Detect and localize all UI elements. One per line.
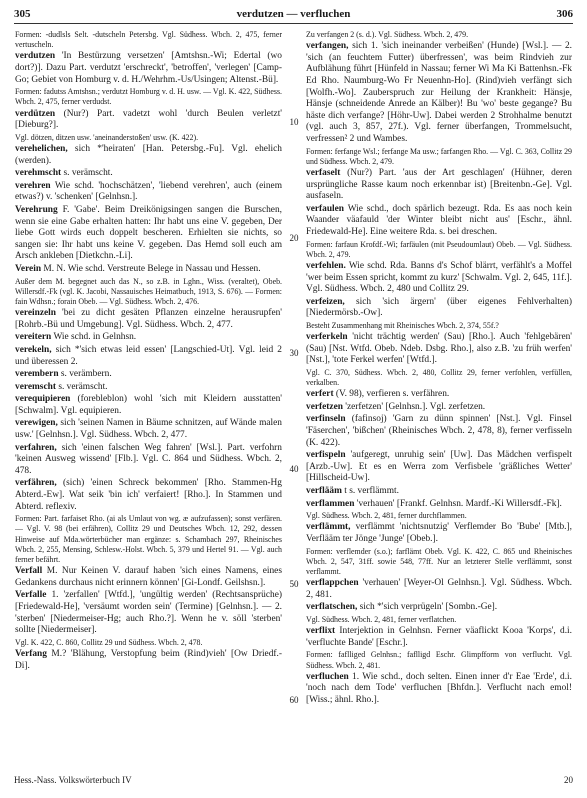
- note-paragraph: Vgl. Südhess. Wbch. 2, 481, ferner verflatchen.: [306, 615, 457, 624]
- entry-paragraph: Verfall M. Nur Keinen V. darauf haben 'sich eines Namens, eines Gedankens durchaus nicht erinnern können' [Gi-Londf. Geilshsn.].: [15, 566, 282, 588]
- entry-paragraph: verfaselt (Nur?) Part. 'aus der Art geschlagen' (Hühner, deren ursprüngliche Rasse kaum noch erkennbar ist) [Breitenbn.-Ge]. Vgl. ausfaseln.: [306, 167, 572, 202]
- note-paragraph: Formen: farfaun Krofdf.-Wi; farfäulen (mit Pseudoumlaut) Obeb. — Vgl. Südhess. Wbch. 2, 479.: [306, 239, 572, 259]
- entry-paragraph: verfahren, sich 'einen falschen Weg fahren' [Wsl.]. Part. verfohrn 'keinen Ausweg wissend' [Flb.]. Vgl. C. 864 und Südhess. Wbch. 2, 478.: [15, 442, 282, 476]
- note-paragraph: Formen: Part. farfaiset Rho. (ai als Umlaut von wg. æ aufzufassen); sonst verfären. — Vgl. V. 98 (bei erfähren), Collitz 29 und Deutsches Wbch. 12, 292, dessen Hinweise auf Mda.wörterbücher man ergänze: s. Schambach 297, Rheinisches Wbch. 2, 255, Mensing, Schlesw.-Holst. Wbch. 5, 379 und Hertel 91. — Vgl. auch ferner befährt.: [15, 514, 282, 565]
- note-paragraph: Vgl. C. 370, Südhess. Wbch. 2, 480, Collitz 29, ferner verfohlen, verfüllen, verkalben.: [306, 367, 572, 388]
- entry-paragraph: Verein M. N. Wie schd. Verstreute Belege in Nassau und Hessen.: [15, 263, 261, 274]
- note-paragraph: Formen: -dudlsls Selt. -dutscheln Petersbg. Vgl. Südhess. Wbch. 2, 475, ferner vertuscheln.: [15, 30, 282, 50]
- entry-paragraph: verflammen 'verhauen' [Frankf. Gelnhsn. Mardf.-Ki Willersdf.-Fk].: [306, 498, 562, 509]
- footer-book-title: Hess.-Nass. Volkswörterbuch IV: [14, 775, 132, 785]
- note-paragraph: Vgl. Südhess. Wbch. 2, 481, ferner durchflammen.: [306, 511, 467, 521]
- header-rule: [14, 23, 573, 24]
- line-number: 10: [289, 117, 299, 127]
- line-number: 60: [289, 695, 299, 705]
- line-number: 50: [289, 579, 299, 589]
- entry-paragraph: verehelichen, sich *'heiraten' [Han. Petersbg.-Fu]. Vgl. ehelich (werden).: [15, 143, 282, 166]
- right-column: [306, 30, 572, 758]
- note-paragraph: Vgl. K. 422, C. 860, Collitz 29 und Südhess. Wbch. 2, 478.: [15, 637, 203, 647]
- entry-paragraph: verfispeln 'aufgeregt, unruhig sein' [Uw]. Das Mädchen verfispelt [Arzb.-Uw]. Et es en Werra zom Verfisbele 'gräßliches Wetter' [Hillscheid-Uw].: [306, 450, 572, 484]
- left-column: [15, 30, 282, 758]
- entry-paragraph: Verfang M.? 'Blähung, Verstopfung beim (Rind)vieh' [Ow Driedf.-Di].: [15, 649, 282, 671]
- note-paragraph: Formen: ferfange Wsl.; ferfange Ma usw.; farfangen Rho. — Vgl. C. 363, Collitz 29 und Südhess. Wbch. 2, 479.: [306, 146, 572, 166]
- line-number: 30: [289, 348, 299, 358]
- entry-paragraph: verdutzen 'In Bestürzung versetzen' [Amtshsn.-Wi; Edertal (wo dort?)]. Dazu Part. verdutzt 'erschreckt', 'betroffen', 'verlegen' [Camp-Go; Gebiet von Homburg v. d. H./Wehrhm.-Us/Usingen; Altenst.-Bü].: [15, 51, 282, 85]
- page-number-right: 306: [556, 8, 573, 20]
- page-footer: [14, 775, 573, 789]
- entry-paragraph: verembern s. verämbern.: [15, 369, 112, 380]
- note-paragraph: Zu verfangen 2 (s. d.). Vgl. Südhess. Wbch. 2, 479.: [306, 30, 469, 39]
- footer-signature-number: 20: [564, 775, 573, 785]
- entry-paragraph: verehren Wie schd. 'hochschätzen', 'liebend verehren', auch (einem etwas?) v. 'schenken' [Gelnhsn.].: [15, 180, 282, 203]
- entry-paragraph: verflääm t s. verflämmt.: [306, 486, 399, 497]
- note-paragraph: Besteht Zusammenhang mit Rheinisches Wbch. 2, 374, 55f.?: [306, 320, 499, 330]
- entry-paragraph: verfinseln (fafinsoj) 'Garn zu dünn spinnen' [Nst.]. Vgl. Finsel 'Fäserchen', 'bißchen' (Rheinisches Wbch. 2, 478, 8), ferner verfisseln (K. 422).: [306, 414, 572, 448]
- line-number: 40: [289, 464, 299, 474]
- note-paragraph: Außer dem M. begegnet auch das N., so z.B. in Lghn., Wiss. (veraltet), Obeb. Willersdf.-Fk (vgl. K. Jacobi, Nassauisches Heimatbuch, 1913, S. 676). — Formen: fain Wdhsn.; forain Obeb. — Vgl. Südhess. Wbch. 2, 476.: [15, 276, 282, 306]
- entry-paragraph: verflappchen 'verhauen' [Weyer-Ol Gelnhsn.]. Vgl. Südhess. Wbch. 2, 481.: [306, 578, 572, 600]
- entry-paragraph: verflatschen, sich *'sich verprügeln' [Sombn.-Ge].: [306, 602, 498, 613]
- note-paragraph: Vgl. dötzen, ditzen usw. 'aneinanderstoßen' usw. (K. 422).: [15, 132, 199, 142]
- entry-paragraph: vereitern Wie schd. in Gelnhsn.: [15, 332, 137, 343]
- entry-paragraph: verdützen (Nur?) Part. vadetzt wohl 'durch Beulen verletzt' [Dieburg?].: [15, 108, 282, 131]
- line-number: 20: [289, 233, 299, 243]
- entry-paragraph: verekeln, sich *'sich etwas leid essen' [Langschied-Ut]. Vgl. leid 2 und überessen 2.: [15, 344, 282, 367]
- entry-paragraph: veremscht s. verämscht.: [15, 381, 108, 392]
- note-paragraph: Formen: faflliged Gelnhsn.; faflligd Eschr. Glimpfform von verflucht. Vgl. Südhess. Wbch. 2, 481.: [306, 650, 572, 670]
- note-paragraph: Formen: fadutss Amtshsn.; verdutzt Homburg v. d. H. usw. — Vgl. K. 422, Südhess. Wbch. 2, 475, ferner verdudst.: [15, 87, 282, 107]
- entry-paragraph: verfetzen 'zerfetzen' [Gelnhsn.]. Vgl. zerfetzen.: [306, 401, 486, 412]
- entry-paragraph: Verfalle 1. 'zerfallen' [Wtfd.], 'ungültig werden' (Rechtsansprüche) [Friedewald-He], 'versäumt worden sein' (Termine) [Gelnhsn.]. — 2. 'sterben' [Niedermeiser-Hg; auch Rho.?]. Wenn he v. söll 'sterben' sollte [Niedermeiser].: [15, 590, 282, 636]
- entry-paragraph: verfähren, (sich) 'einen Schreck bekommen' [Rho. Stammen-Hg Abterd.-Ew]. Wat seik 'bin ich' verfaiert! [Rho.]. In Stammen und Abterd. reflexiv.: [15, 478, 282, 512]
- page-number-left: 305: [14, 8, 31, 20]
- entry-paragraph: verfluchen 1. Wie schd., doch selten. Einen inner d'r Eae 'Erde', d.i. 'noch nach dem Tode' verfluchen [Bhfdn.]. Verflucht nach emol! [Wiss.; ähnl. Rho.].: [306, 671, 572, 705]
- entry-paragraph: verfaulen Wie schd., doch spärlich bezeugt. Rda. Es aas noch kein Waander väafauld 'der Winter bleibt nicht aus' [Eschr., ähnl. Friedewald-He]. Eine weitere Rda. s. bei dreschen.: [306, 203, 572, 237]
- entry-paragraph: verferkeln 'nicht trächtig werden' (Sau) [Rho.]. Auch 'fehlgebären' (Sau) [Nst. Wtfd. Obeb. Ndeb. Dsbg. Rho.], also z.B. 'zu früh werfen' [Nst.], 'tote Ferkel werfen' [Wtfd.].: [306, 332, 572, 366]
- entry-paragraph: verequipieren (forebleblon) wohl 'sich mit Kleidern ausstatten' [Schwalm]. Vgl. equipieren.: [15, 394, 282, 416]
- page-header: [14, 8, 573, 24]
- note-paragraph: Formen: verflemder (s.o.); farflämt Obeb. Vgl. K. 422, C. 865 und Rheinisches Wbch. 2, 547, 31ff. sowie 548, 77ff. Nur an letzterer Stelle verflämmt, sonst verflammt.: [306, 546, 572, 577]
- entry-paragraph: vereinzeln 'bei zu dicht gesäten Pflanzen einzelne herausrupfen' [Rohrb.-Bü und Umgebung]. Vgl. Südhess. Wbch. 2, 477.: [15, 308, 282, 330]
- running-title: verdutzen — verfluchen: [236, 8, 351, 20]
- entry-paragraph: verewigen, sich 'seinen Namen in Bäume schnitzen, auf Wände malen usw.' [Gelnhsn.]. Vgl. Südhess. Wbch. 2, 477.: [15, 418, 282, 441]
- entry-paragraph: verfeizen, sich 'sich ärgern' (über eigenes Fehlverhalten) [Niedermörsb.-Ow].: [306, 296, 572, 319]
- entry-paragraph: verflixt Interjektion in Gelnhsn. Ferner väaflickt Kooa 'Korps', d.i. 'verfluchte Bande' [Eschr.].: [306, 626, 572, 648]
- entry-paragraph: Verehrung F. 'Gabe'. Beim Dreikönigsingen sangen die Burschen, wenn sie eine Gabe erhalten hatten: Ihr habt uns eine V. gegeben, Der liebe Gott wirds euch doppelt bescheren. Erhielten sie nichts, so sangen sie: Ihr habt uns keine V. gegeben. Das Hemd soll euch am Arsch ankleben [Dietkchn.-Li].: [15, 204, 282, 262]
- entry-paragraph: verfangen, sich 1. 'sich ineinander verbeißen' (Hunde) [Wsl.]. — 2. 'sich (an feuchtem Futter) überfressen', was beim Rindvieh zur Aufblähung führt [Hünfeld in Nassau; ferner Wi Ma Ki Battenhsn.-Fk Ed Rho. Naumburg-Wo Fr Neuenhn-Ho]. (Rind)vieh verfängt sich [Wolfh.-Wo]. Zauberspruch zur Heilung der Krankheit: Hänsje, Hänsje (schneidende Anrede an Kälber)! Bu 'wo' beste gegange? Bu häste dich verfange? [Höhr-Uw]. Dabei werden 2 Strohhalme benutzt (vgl. auch 3, 857, 27f.). Vgl. ferner überfangen, Trommelsucht, verfressen² 2 und Wambes.: [306, 41, 572, 144]
- entry-paragraph: verfert (V. 98), verfieren s. verfähren.: [306, 389, 450, 400]
- entry-paragraph: verflämmt, verflämmt 'nichtsnutzig' Verflemder Bo 'Bube' [Mtb.], Verflääm ter Jönge 'Junge' [Obeb.].: [306, 522, 572, 545]
- entry-paragraph: verehmscht s. verämscht.: [15, 168, 113, 179]
- entry-paragraph: verfehlen. Wie schd. Rda. Banns d's Schof blärrt, verfählt's a Moffel 'wer beim Essen spricht, kommt zu kurz' [Schwalm. Vgl. 2, 645, 11f.]. Vgl. Südhess. Wbch. 2, 480 und Collitz 29.: [306, 260, 572, 295]
